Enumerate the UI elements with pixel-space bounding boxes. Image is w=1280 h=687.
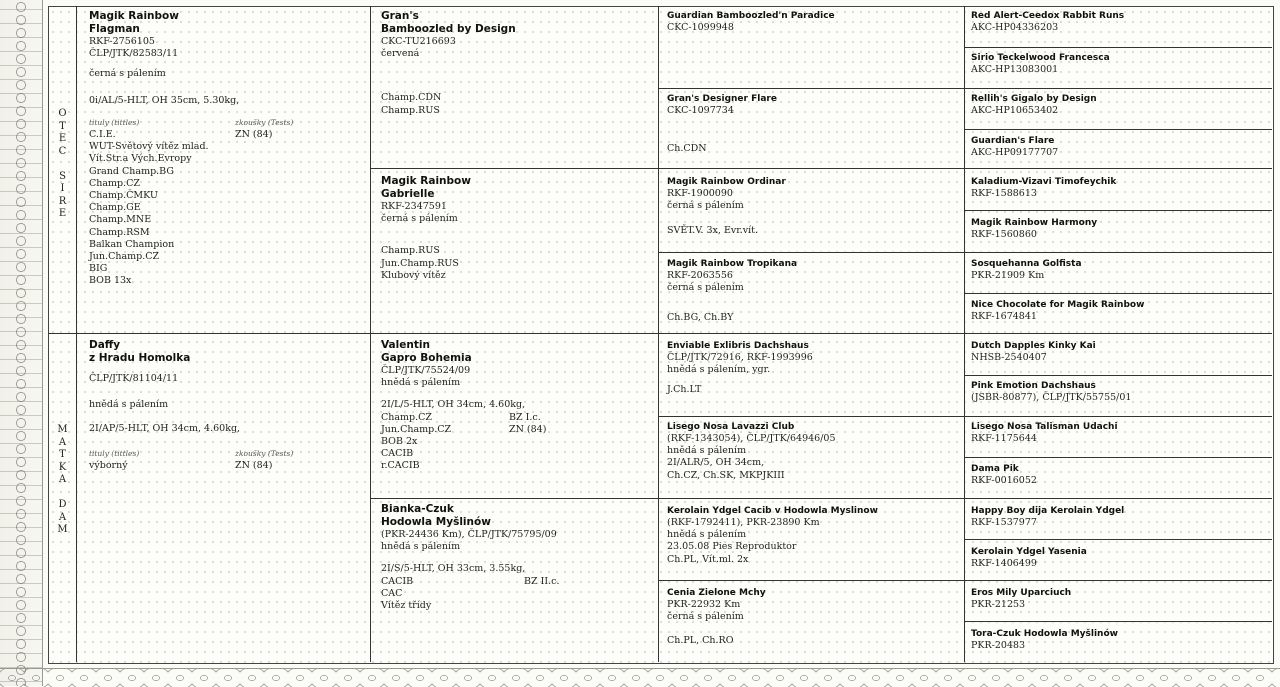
- registration: RKF-1537977: [971, 517, 1037, 528]
- dog-name: Gran's: [381, 10, 419, 22]
- registration: ČLP/JTK/81104/11: [89, 373, 179, 384]
- ancestor-cell: [971, 299, 1269, 323]
- title-item: r.CACIB: [381, 460, 420, 472]
- exam-result: 2I/ALR/5, OH 34cm,: [667, 457, 765, 469]
- title-item: výborný: [89, 459, 128, 471]
- divider: [964, 375, 1272, 376]
- test-item: ZN (84): [509, 423, 547, 435]
- dog-name: Eros Mily Uparciuch: [971, 588, 1072, 598]
- sire-name: Magik Rainbow: [89, 10, 179, 22]
- registration: PKR-20483: [971, 640, 1026, 651]
- great-grandparent-cell: [667, 258, 961, 325]
- ancestor-cell: [971, 176, 1269, 200]
- ancestor-cell: [971, 52, 1269, 76]
- dog-name: Bamboozled by Design: [381, 23, 516, 35]
- test-item: BZ II.c.: [524, 575, 560, 587]
- divider: [964, 129, 1272, 130]
- divider: [658, 416, 1272, 417]
- registration: RKF-2756105: [89, 36, 155, 47]
- registration: CKC-1099948: [667, 22, 734, 33]
- exam-result: 2I/L/5-HLT, OH 34cm, 4.60kg,: [381, 399, 526, 411]
- ancestor-cell: [971, 93, 1269, 117]
- registration: RKF-2347591: [381, 201, 447, 212]
- title-item: Champ.ČMKU: [89, 190, 158, 202]
- tests-label: zkoušky (Tests): [235, 117, 294, 127]
- title-item: Champ.CDN: [381, 92, 442, 104]
- registration: ČLP/JTK/82583/11: [89, 48, 179, 60]
- dog-name: Magik Rainbow: [381, 175, 471, 187]
- exam-result: 2I/S/5-HLT, OH 33cm, 3.55kg,: [381, 563, 526, 575]
- registration: ČLP/JTK/75524/09: [381, 365, 471, 376]
- dog-name: Cenia Zielone Mchy: [667, 588, 766, 598]
- dog-name: Lisego Nosa Lavazzi Club: [667, 422, 795, 432]
- ancestor-cell: [971, 505, 1269, 529]
- dog-name: Dutch Dapples Kinky Kai: [971, 341, 1096, 351]
- registration: RKF-2063556: [667, 270, 733, 281]
- registration: AKC-HP09177707: [971, 147, 1059, 158]
- registration: PKR-21253: [971, 599, 1026, 610]
- registration: RKF-1560860: [971, 229, 1037, 240]
- coat-color: červená: [381, 48, 420, 60]
- dog-name: Magik Rainbow Harmony: [971, 218, 1098, 228]
- registration: (PKR-24436 Km), ČLP/JTK/75795/09: [381, 529, 557, 540]
- dog-name: Happy Boy dija Kerolain Ydgel: [971, 506, 1125, 516]
- divider: [658, 88, 1272, 89]
- grandparent-cell: [381, 339, 661, 473]
- ancestor-cell: [971, 340, 1269, 364]
- registration: CKC-TU216693: [381, 36, 456, 47]
- title-item: SVĚT.V. 3x, Evr.vít.: [667, 225, 759, 237]
- dog-name: Guardian's Flare: [971, 136, 1055, 146]
- title-item: C.I.E.: [89, 129, 116, 141]
- registration: (RKF-1343054), ČLP/JTK/64946/05: [667, 433, 836, 444]
- coat-color: hnědá s pálením, ygr.: [667, 364, 771, 376]
- coat-color: černá s pálením: [667, 200, 744, 212]
- ancestor-cell: [971, 380, 1269, 404]
- dog-name: Bianka-Czuk: [381, 503, 454, 515]
- great-grandparent-cell: [667, 93, 961, 155]
- grandparent-cell: [381, 10, 661, 117]
- registration: (JSBR-80877), ČLP/JTK/55755/01: [971, 392, 1132, 403]
- registration: RKF-1674841: [971, 311, 1037, 322]
- sire-cell: [89, 10, 365, 288]
- coat-color: hnědá s pálením: [667, 529, 747, 541]
- dog-name: Sirio Teckelwood Francesca: [971, 53, 1110, 63]
- divider: [370, 168, 1272, 169]
- test-item: ZN (84): [235, 459, 273, 471]
- divider: [76, 6, 77, 662]
- divider: [964, 47, 1272, 48]
- dog-name: Gapro Bohemia: [381, 352, 472, 364]
- title-item: Balkan Champion: [89, 238, 175, 250]
- registration: AKC-HP13083001: [971, 64, 1059, 75]
- ancestor-cell: [971, 10, 1269, 34]
- great-grandparent-cell: [667, 421, 961, 482]
- title-item: Champ.RUS: [381, 245, 440, 257]
- title-item: Jun.Champ.RUS: [381, 257, 459, 269]
- coat-color: černá s pálením: [89, 68, 166, 80]
- registration: NHSB-2540407: [971, 352, 1047, 363]
- exam-result: 2I/AP/5-HLT, OH 34cm, 4.60kg,: [89, 423, 241, 435]
- title-item: Vítěz třídy: [381, 600, 432, 612]
- ancestor-cell: [971, 463, 1269, 487]
- dam-name: Daffy: [89, 339, 121, 351]
- titles-label: tituly (tittles): [89, 448, 140, 458]
- dog-name: Kerolain Ydgel Yasenia: [971, 547, 1087, 557]
- divider: [658, 252, 1272, 253]
- dam-name: z Hradu Homolka: [89, 352, 191, 364]
- registration: AKC-HP10653402: [971, 105, 1059, 116]
- titles-label: tituly (tittles): [89, 117, 140, 127]
- title-item: CACIB: [381, 575, 414, 587]
- grandparent-cell: [381, 503, 661, 612]
- title-item: Champ.MNE: [89, 214, 152, 226]
- dog-name: Tora-Czuk Hodowla Myšlinów: [971, 629, 1118, 639]
- dog-name: Pink Emotion Dachshaus: [971, 381, 1096, 391]
- ancestor-cell: [971, 587, 1269, 611]
- dog-name: Red Alert-Ceedox Rabbit Runs: [971, 11, 1125, 21]
- sire-name: Flagman: [89, 23, 140, 35]
- exam-result: 0i/AL/5-HLT, OH 35cm, 5.30kg,: [89, 94, 240, 106]
- dog-name: Nice Chocolate for Magik Rainbow: [971, 300, 1145, 310]
- dog-name: Dama Pik: [971, 464, 1019, 474]
- title-item: Ch.PL, Vít.ml. 2x: [667, 553, 749, 565]
- great-grandparent-cell: [667, 340, 961, 397]
- ancestor-cell: [971, 217, 1269, 241]
- title-item: Vít.Str.a Vých.Evropy: [89, 153, 192, 165]
- dog-name: Magik Rainbow Ordinar: [667, 177, 786, 187]
- title-item: Ch.BG, Ch.BY: [667, 312, 734, 324]
- title-item: BOB 13x: [89, 275, 132, 287]
- great-grandparent-cell: [667, 10, 961, 34]
- title-item: Klubový vítěz: [381, 269, 446, 281]
- divider: [964, 293, 1272, 294]
- title-item: Ch.CDN: [667, 143, 707, 155]
- ancestor-cell: [971, 258, 1269, 282]
- dog-name: Lisego Nosa Talisman Udachi: [971, 422, 1118, 432]
- dog-name: Gabrielle: [381, 188, 435, 200]
- dog-name: Magik Rainbow Tropikana: [667, 259, 798, 269]
- divider: [964, 6, 965, 662]
- registration: RKF-1588613: [971, 188, 1037, 199]
- coat-color: hnědá s pálením: [381, 541, 461, 553]
- dog-name: Guardian Bamboozled'n Paradice: [667, 11, 835, 21]
- title-item: Champ.RSM: [89, 226, 150, 238]
- registration: PKR-22932 Km: [667, 599, 741, 610]
- registration: RKF-0016052: [971, 475, 1037, 486]
- title-item: Champ.RUS: [381, 104, 440, 116]
- divider: [48, 333, 1272, 334]
- divider: [964, 210, 1272, 211]
- great-grandparent-cell: [667, 505, 961, 566]
- dog-name: Valentin: [381, 339, 430, 351]
- test-item: BZ I.c.: [509, 411, 541, 423]
- coat-color: hnědá s pálením: [381, 377, 461, 389]
- dog-name: Gran's Designer Flare: [667, 94, 777, 104]
- title-item: WUT-Světový vítěz mlad.: [89, 141, 209, 153]
- registration: CKC-1097734: [667, 105, 734, 116]
- ancestor-cell: [971, 135, 1269, 159]
- dog-name: Hodowla Myšlinów: [381, 516, 491, 528]
- dog-name: Enviable Exlibris Dachshaus: [667, 341, 809, 351]
- title-item: Champ.GE: [89, 202, 141, 214]
- registration: RKF-1175644: [971, 433, 1037, 444]
- great-grandparent-cell: [667, 176, 961, 238]
- ancestor-cell: [971, 628, 1269, 652]
- title-item: Ch.PL, Ch.RO: [667, 635, 734, 647]
- coat-color: hnědá s pálením: [667, 445, 747, 457]
- registration: ČLP/JTK/72916, RKF-1993996: [667, 352, 813, 363]
- coat-color: černá s pálením: [381, 213, 458, 225]
- registration: AKC-HP04336203: [971, 22, 1059, 33]
- dam-cell: [89, 339, 365, 472]
- title-item: J.Ch.LT: [667, 384, 702, 396]
- bottom-ornament-border: [0, 668, 1280, 687]
- title-item: Jun.Champ.CZ: [89, 251, 160, 263]
- dog-name: Kaladium-Vizavi Timofeychik: [971, 177, 1117, 187]
- dog-name: Rellih's Gigalo by Design: [971, 94, 1097, 104]
- ancestor-cell: [971, 546, 1269, 570]
- title-item: Grand Champ.BG: [89, 165, 174, 177]
- divider: [370, 6, 371, 662]
- divider: [964, 621, 1272, 622]
- sire-side-label: O T E C S I R E: [58, 108, 68, 219]
- registration: RKF-1406499: [971, 558, 1037, 569]
- dog-name: Kerolain Ydgel Cacib v Hodowla Myslinow: [667, 506, 878, 516]
- registration: RKF-1900090: [667, 188, 733, 199]
- test-item: ZN (84): [235, 129, 273, 141]
- grandparent-cell: [381, 175, 661, 282]
- divider: [964, 457, 1272, 458]
- coat-color: černá s pálením: [667, 282, 744, 294]
- great-grandparent-cell: [667, 587, 961, 648]
- title-item: CAC: [381, 587, 403, 599]
- dam-side-label: M A T K A D A M: [57, 424, 69, 535]
- title-item: Champ.CZ: [381, 411, 433, 423]
- title-item: Jun.Champ.CZ: [381, 423, 452, 435]
- exam-result: 23.05.08 Pies Reproduktor: [667, 541, 797, 553]
- coat-color: černá s pálením: [667, 611, 744, 623]
- coat-color: hnědá s pálením: [89, 399, 169, 411]
- divider: [370, 498, 1272, 499]
- title-item: CACIB: [381, 448, 414, 460]
- divider: [658, 580, 1272, 581]
- registration: PKR-21909 Km: [971, 270, 1045, 281]
- title-item: BOB 2x: [381, 436, 418, 448]
- title-item: Champ.CZ: [89, 177, 141, 189]
- divider: [964, 539, 1272, 540]
- title-item: Ch.CZ, Ch.SK, MKPJKIII: [667, 469, 785, 481]
- dog-name: Sosquehanna Golfista: [971, 259, 1082, 269]
- registration: (RKF-1792411), PKR-23890 Km: [667, 517, 820, 528]
- left-ornament-border: [0, 0, 43, 686]
- ancestor-cell: [971, 421, 1269, 445]
- tests-label: zkoušky (Tests): [235, 448, 294, 458]
- title-item: BIG: [89, 263, 108, 275]
